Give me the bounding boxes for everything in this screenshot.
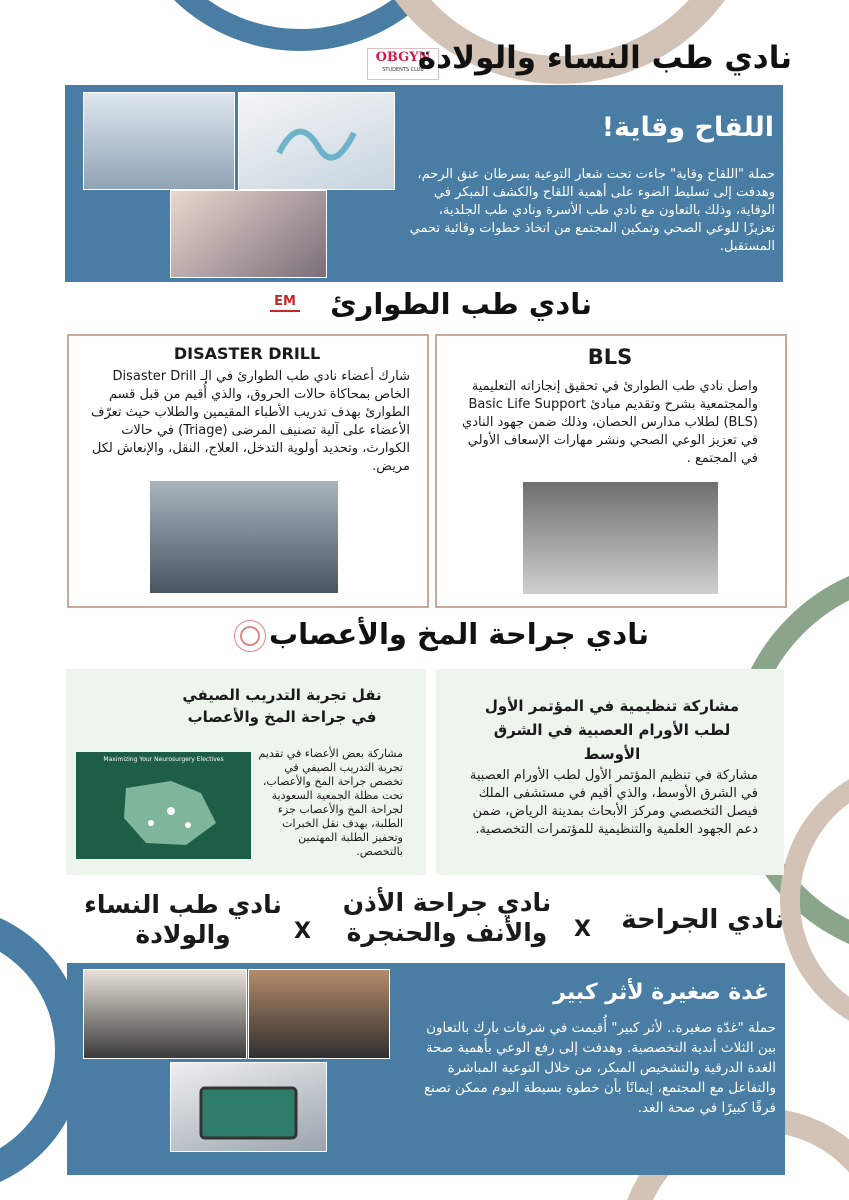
- conference-title: مشاركة تنظيمية في المؤتمر الأول لطب الأورام العصبية في الشرق الأوسط: [484, 697, 740, 763]
- drill-title: DISASTER DRILL: [173, 344, 321, 363]
- obgyn-campaign-title: اللقاح وقاية!: [601, 112, 774, 143]
- bls-title: BLS: [587, 345, 633, 369]
- neuro-club-title: نادي جراحة المخ والأعصاب: [268, 617, 649, 651]
- collab-club-obgyn: نادي طب النساء والولادة: [84, 890, 282, 949]
- photo-volunteer: [170, 190, 327, 278]
- right-beige-arc: [790, 770, 849, 1030]
- thyroid-campaign-title: غدة صغيرة لأثر كبير: [553, 980, 769, 1005]
- collab-x-1: X: [574, 917, 591, 942]
- drill-body: شارك أعضاء نادي طب الطوارئ في الـ Disaster Drill الخاص بمحاكاة حالات الحروق، والذي أُقيم من قبل قسم الطوارئ بهدف تدريب الأطباء المقيمين والطلاب حيث تعرّف الأعضاء على آلية تصنيف المرضى (Triage) في حالات الكوارث، وتحديد أولوية التدخل، العلاج، النقل، والإنعاش لكل مريض.: [90, 369, 410, 474]
- screen-title: Maximizing Your Neurosurgery Electives: [103, 756, 224, 763]
- collab-club-ent: نادي جراحة الأذن والأنف والحنجرة: [342, 888, 552, 947]
- obgyn-logo-sub: STUDENTS CLUB: [382, 67, 424, 73]
- collab-club-surgery: نادي الجراحة: [621, 905, 784, 935]
- collab-x-2: X: [294, 919, 311, 944]
- emergency-logo-text: EM: [274, 294, 296, 309]
- saudi-map-icon: [76, 763, 251, 858]
- photo-brochures: [238, 92, 395, 190]
- left-blue-arc: [0, 920, 70, 1180]
- obgyn-logo-text: OBGYN: [375, 50, 431, 65]
- obgyn-campaign-body: حملة "اللقاح وقاية" جاءت تحت شعار التوعية بسرطان عنق الرحم، وهدفت إلى تسليط الضوء على أهمية اللقاح والكشف المبكر في الوقاية، وذلك بالتعاون مع نادي طب الأسرة ونادي طب الجلدية، تعزيزًا للوعي الصحي وتمكين المجتمع من اتخاذ خطوات وقائية تحمي المستقبل.: [409, 167, 775, 254]
- neuro-logo-icon: [234, 620, 266, 652]
- photo-disaster-drill: [149, 480, 339, 594]
- photo-thyroid-booth-1: [83, 969, 247, 1059]
- training-body: مشاركة بعض الأعضاء في تقديم تجربة التدريب الصيفي في تخصص جراحة المخ والأعصاب، تحت مظلة الجمعية السعودية لجراحة المخ والأعصاب جزء الطلبة، بهدف نقل الخبرات وتحفيز الطلبة المهتمين بالتخصص.: [258, 747, 403, 858]
- emergency-logo: [270, 294, 300, 316]
- obgyn-club-title: نادي طب النساء والولادة: [417, 40, 792, 76]
- emergency-club-title: نادي طب الطوارئ: [330, 287, 592, 321]
- photo-thyroid-booth-2: [248, 969, 390, 1059]
- bls-body: واصل نادي طب الطوارئ في تحقيق إنجازاته التعليمية والمجتمعية بشرح وتقديم مبادئ Basic Life Support (BLS) لطلاب مدارس الحصان، وذلك ضمن جهود النادي في تعزيز الوعي الصحي ونشر مهارات الإسعاف الأولي في المجتمع .: [462, 379, 758, 466]
- ribbon-icon: [239, 93, 394, 189]
- training-title: نقل تجربة التدريب الصيفي في جراحة المخ والأعصاب: [182, 686, 382, 726]
- photo-neurosurgery-webinar: [76, 752, 251, 859]
- photo-thyroid-tablet: [170, 1062, 327, 1152]
- photo-bls-group: [522, 481, 719, 595]
- conference-body: مشاركة في تنظيم المؤتمر الأول لطب الأورام العصبية في الشرق الأوسط، والذي أقيم في مستشفى الملك فيصل التخصصي ومركز الأبحاث بمدينة الرياض، ضمن دعم الجهود العلمية والتنظيمية للمؤتمرات التخصصية.: [469, 768, 758, 837]
- tablet-icon: [171, 1063, 326, 1151]
- thyroid-campaign-body: حملة "غدّة صغيرة.. لأثر كبير" أُقيمت في شرفات بارك بالتعاون بين الثلاث أندية التخصصية. وهدفت إلى رفع الوعي بأهمية صحة الغدة الدرقية والتشخيص المبكر، من خلال التوعية المباشرة والتفاعل مع المجتمع، إيمانًا بأن خطوة بسيطة اليوم ممكن تصنع فرقًا كبيرًا في صحة الغد.: [423, 1020, 776, 1116]
- photo-booth-banners: [83, 92, 235, 190]
